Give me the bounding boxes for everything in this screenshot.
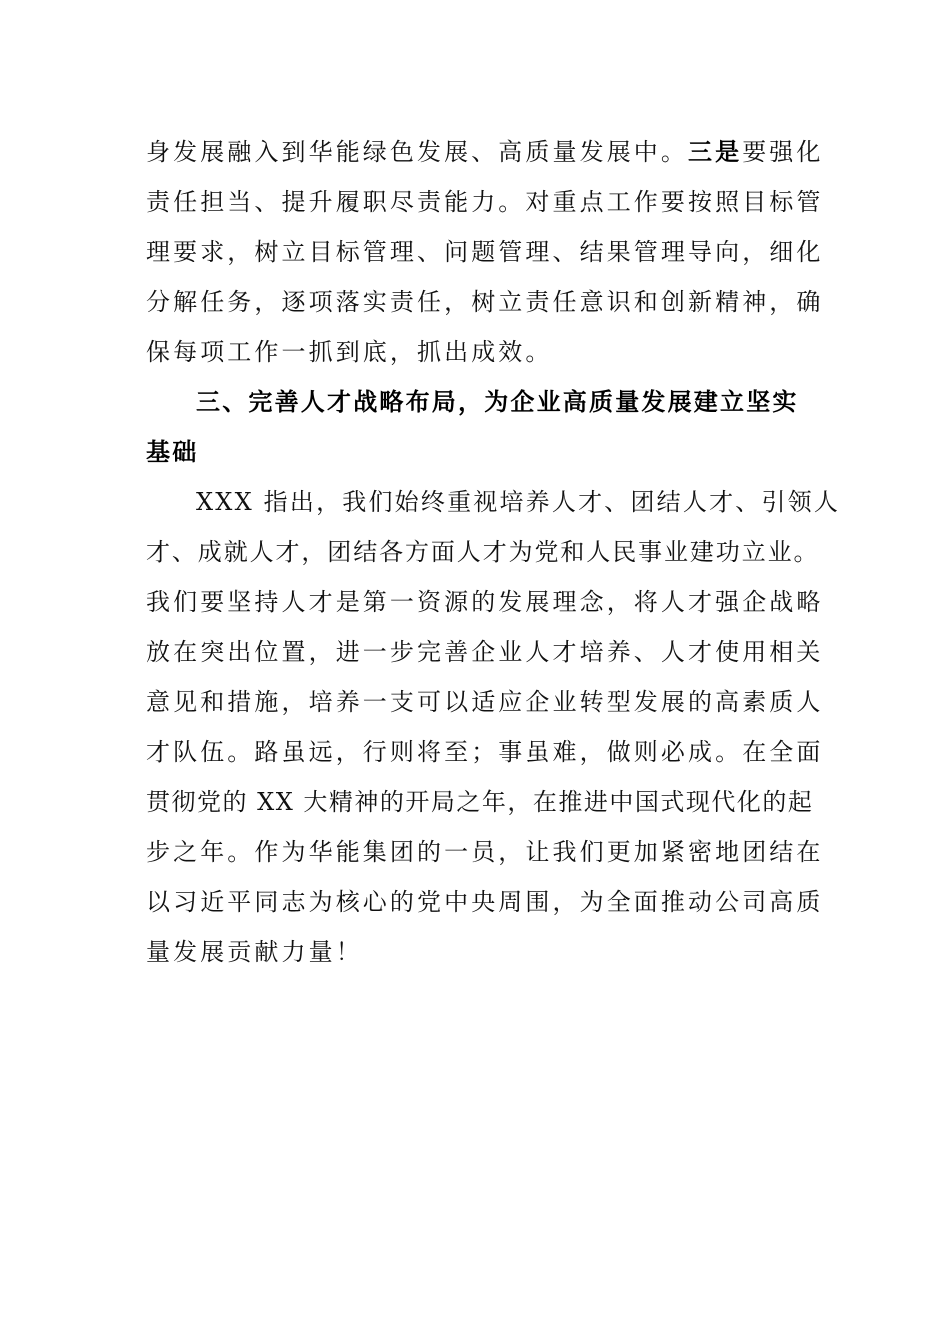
paragraph-2-line-6: 才队伍。路虽远，行则将至；事虽难，做则必成。在全面: [146, 738, 824, 766]
paragraph-1-line-5: 保每项工作一抓到底，抓出成效。: [146, 338, 553, 366]
paragraph-2-line-10: 量发展贡献力量！: [146, 938, 363, 966]
paragraph-1-line-2: 责任担当、提升履职尽责能力。对重点工作要按照目标管: [146, 188, 824, 216]
paragraph-2-line-2: 才、成就人才，团结各方面人才为党和人民事业建功立业。: [146, 538, 820, 566]
paragraph-1-text-start: 身发展融入到华能绿色发展、高质量发展中。: [146, 138, 688, 166]
paragraph-2-line-7: 贯彻党的 XX 大精神的开局之年，在推进中国式现代化的起: [146, 788, 814, 816]
paragraph-1-text-end: 要强化: [742, 138, 824, 166]
paragraph-2-line-5: 意见和措施，培养一支可以适应企业转型发展的高素质人: [146, 688, 824, 716]
paragraph-1-line-1: [146, 136, 824, 168]
paragraph-1-line-3: 理要求，树立目标管理、问题管理、结果管理导向，细化: [146, 238, 824, 266]
paragraph-2-line-1: XXX 指出，我们始终重视培养人才、团结人才、引领人: [196, 488, 841, 516]
paragraph-1-emphasis: 三是: [688, 138, 743, 166]
paragraph-2-line-9: 以习近平同志为核心的党中央周围，为全面推动公司高质: [146, 888, 824, 916]
paragraph-1-line-4: 分解任务，逐项落实责任，树立责任意识和创新精神，确: [146, 288, 824, 316]
section-heading-line-2: 基础: [146, 438, 199, 466]
section-heading-line-1: 三、完善人才战略布局，为企业高质量发展建立坚实: [196, 388, 799, 416]
paragraph-2-line-8: 步之年。作为华能集团的一员，让我们更加紧密地团结在: [146, 838, 824, 866]
paragraph-2-line-3: 我们要坚持人才是第一资源的发展理念，将人才强企战略: [146, 588, 824, 616]
paragraph-2-line-4: 放在突出位置，进一步完善企业人才培养、人才使用相关: [146, 638, 824, 666]
